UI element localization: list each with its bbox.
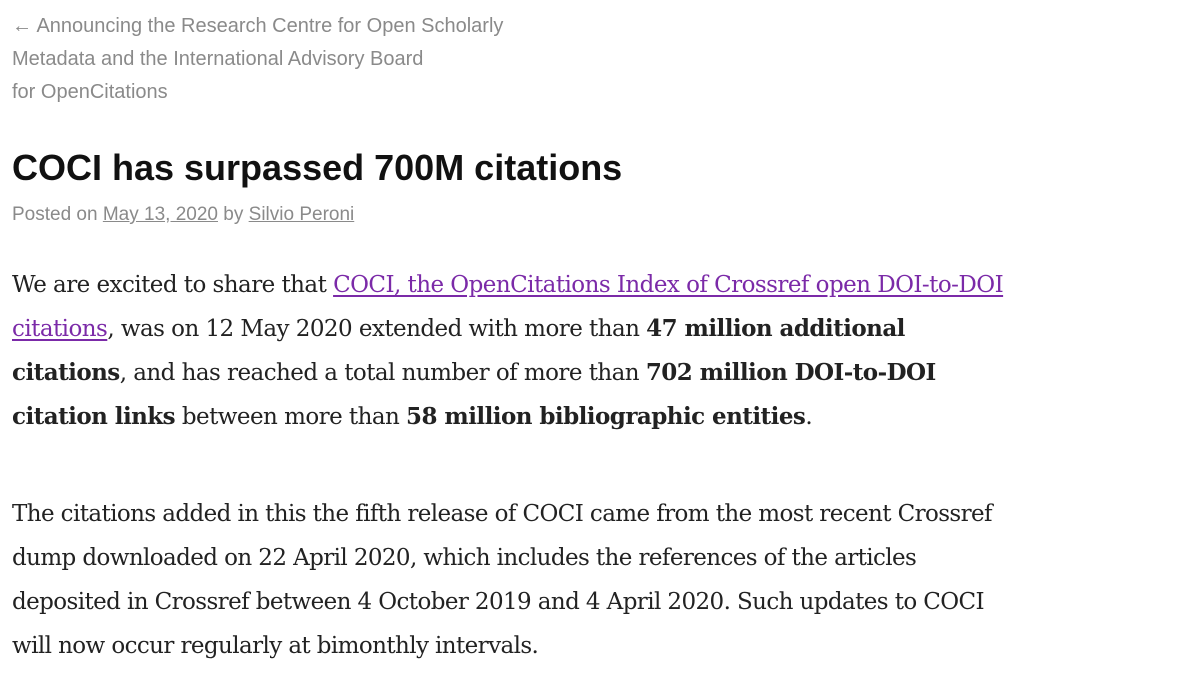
paragraph-2-line-3: deposited in Crossref between 4 October 2019 and 4 April 2020. Such updates to COCI xyxy=(12,589,985,615)
previous-post-link[interactable] xyxy=(12,10,612,109)
posted-on-label: Posted on xyxy=(12,204,98,225)
highlight-total-links: 702 million DOI-to-DOI xyxy=(645,359,936,386)
coci-link-continued[interactable]: citations xyxy=(12,316,108,342)
paragraph-2-line-2: dump downloaded on 22 April 2020, which includes the references of the articles xyxy=(12,545,917,571)
post-meta xyxy=(12,200,354,230)
left-arrow-icon: ← xyxy=(12,15,32,37)
previous-post-line-1: ← Announcing the Research Centre for Open Scholarly xyxy=(12,15,504,37)
post-date-link[interactable]: May 13, 2020 xyxy=(102,204,218,225)
post-title: COCI has surpassed 700M citations xyxy=(12,147,623,188)
paragraph-1-line-4: citation links between more than 58 million bibliographic entities. xyxy=(12,403,813,430)
paragraph-2-line-1: The citations added in this the fifth release of COCI came from the most recent Crossref xyxy=(12,501,992,527)
by-label: by xyxy=(223,204,244,225)
paragraph-2-line-4: will now occur regularly at bimonthly intervals. xyxy=(12,633,539,659)
highlight-added-citations: 47 million additional xyxy=(646,315,905,342)
author-link[interactable]: Silvio Peroni xyxy=(248,204,355,225)
previous-post-line-2: Metadata and the International Advisory Board xyxy=(12,48,424,70)
paragraph-1-line-1: We are excited to share that COCI, the OpenCitations Index of Crossref open DOI-to-DOI xyxy=(12,272,1004,298)
paragraph-1-line-2: citations, was on 12 May 2020 extended with more than 47 million additional xyxy=(12,315,905,342)
post-paragraph-1 xyxy=(12,263,1003,439)
previous-post-line-3: for OpenCitations xyxy=(12,81,168,103)
highlight-entities: 58 million bibliographic entities xyxy=(406,403,806,430)
paragraph-1-line-3: citations, and has reached a total number of more than 702 million DOI-to-DOI xyxy=(12,359,936,386)
highlight-added-citations-continued: citations xyxy=(12,359,120,386)
coci-link[interactable]: COCI, the OpenCitations Index of Crossref open DOI-to-DOI xyxy=(333,272,1004,298)
highlight-total-links-continued: citation links xyxy=(12,403,176,430)
post-paragraph-2 xyxy=(12,492,992,668)
